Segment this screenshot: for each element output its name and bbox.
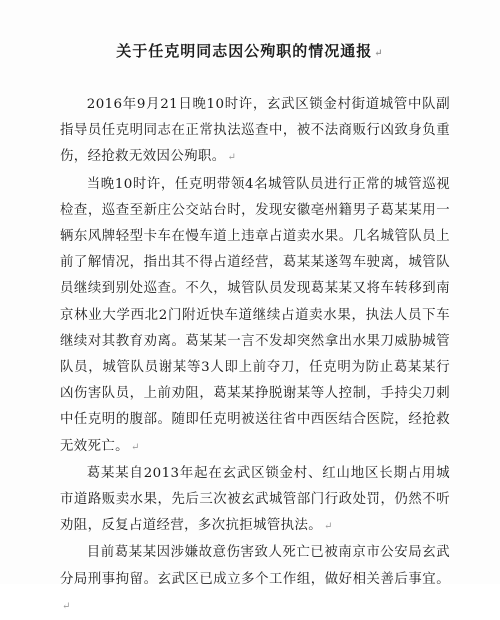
- paragraph-mark-icon: ↵: [227, 152, 237, 164]
- paragraph-mark-icon: ↵: [374, 48, 384, 59]
- paragraph-text: 目前葛某某因涉嫌故意伤害致人死亡已被南京市公安局玄武分局刑事拘留。玄武区已成立多个工作组，做好相关善后事宜。: [60, 545, 450, 587]
- paragraph-mark-icon: ↵: [62, 600, 71, 612]
- document-body: [60, 92, 450, 620]
- document-title: [0, 40, 500, 61]
- document-title-text: 关于任克明同志因公殉职的情况通报: [116, 42, 373, 60]
- paragraph-current-status: [60, 540, 450, 620]
- paragraph-text: 2016年9月21日晚10时许，玄武区锁金村街道城管中队副指导员任克明同志在正常执法巡查中，被不法商贩行凶致身负重伤，经抢救无效因公殉职。: [60, 97, 450, 165]
- paragraph-incident-summary: [60, 92, 450, 172]
- paragraph-text: 葛某某自2013年起在玄武区锁金村、红山地区长期占用城市道路贩卖水果，先后三次被玄武城管部门行政处罚，仍然不听劝阻，反复占道经营，多次抗拒城管执法。: [60, 465, 450, 534]
- paragraph-mark-icon: ↵: [324, 521, 333, 533]
- paragraph-text: 当晚10时许，任克明带领4名城管队员进行正常的城管巡视检查，巡查至新庄公交站台时，发现安徽亳州籍男子葛某某用一辆东风牌轻型卡车在慢车道上违章占道卖水果。几名城管队员上前了解情况，指出其不得占道经营，葛某某遂驾车驶离，城管队员继续到别处巡查。不久，城管队员发现葛某某又将车转移到南京林业大学西北2门附近快车道继续占道卖水果，执法人员下车继续对其教育劝离。葛某某一言不发却突然拿出水果刀威胁城管队员，城管队员谢某等3人即上前夺刀，任克明为防止葛某某行凶伤害队员，上前劝阻，葛某某挣脱谢某等人控制，手持尖刀刺中任克明的腹部。随即任克明被送往省中西医结合医院，经抢救无效死亡。: [60, 176, 450, 454]
- paragraph-mark-icon: ↵: [130, 441, 140, 453]
- paragraph-incident-details: [60, 172, 450, 461]
- paragraph-suspect-history: [60, 461, 450, 541]
